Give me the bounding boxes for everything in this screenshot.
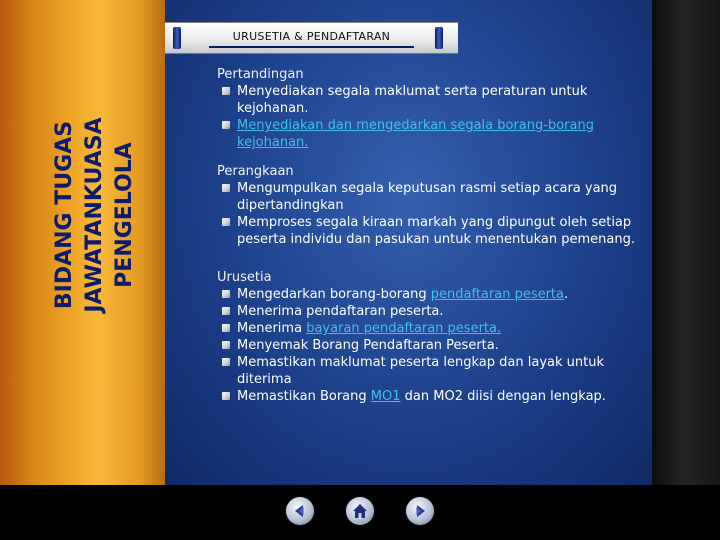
bayaran-pendaftaran-link[interactable]: bayaran pendaftaran peserta. [306,321,502,336]
item-text: Mengumpulkan segala keputusan rasmi setiap acara yang dipertandingkan [237,181,618,213]
bullet-icon [222,392,230,400]
bullet-icon [222,218,230,226]
item-text: Mengedarkan borang-borang [237,287,427,302]
list-item [217,337,657,354]
previous-button[interactable] [286,497,314,525]
next-button[interactable] [406,497,434,525]
bullet-icon [222,87,230,95]
list-item [217,303,657,320]
list-item [217,180,657,214]
bullet-icon [222,307,230,315]
item-text: Menyediakan segala maklumat serta peraturan untuk kejohanan. [237,84,588,116]
header-underline [209,46,414,48]
bullet-icon [222,184,230,192]
vertical-title [50,80,146,350]
header-bar [165,22,458,54]
section-perangkaan [217,163,657,248]
list-item [217,286,657,303]
right-strip [652,0,720,485]
item-text: Memastikan maklumat peserta lengkap dan layak untuk diterima [237,355,604,387]
item-text: Menyemak Borang Pendaftaran Peserta. [237,338,499,353]
list-item [217,388,657,405]
left-panel [0,0,165,485]
list-item [217,320,657,337]
item-text: . [564,287,569,302]
next-arrow-icon [411,502,429,520]
item-text: Menerima pendaftaran peserta. [237,304,444,319]
home-button[interactable] [346,497,374,525]
bullet-icon [222,341,230,349]
home-icon [351,502,369,520]
bullet-icon [222,121,230,129]
item-link[interactable]: Menyediakan dan mengedarkan segala borang-borang kejohanan. [237,118,594,150]
header-title: URUSETIA & PENDAFTARAN [232,30,391,43]
list-item [217,83,657,117]
item-text: dan MO2 diisi dengan lengkap. [404,389,606,404]
list-item [217,354,657,388]
section-pertandingan [217,66,657,151]
previous-arrow-icon [291,502,309,520]
header-right-cap [435,27,443,49]
section-title: Urusetia [217,270,272,285]
section-title: Pertandingan [217,67,304,82]
title-line-1: BIDANG TUGAS [52,120,77,310]
item-text: Memastikan Borang [237,389,367,404]
title-line-3: PENGELOLA [112,142,137,288]
item-text: Memproses segala kiraan markah yang dipungut oleh setiap peserta individu dan pasukan untuk menentukan pemenang. [237,215,635,247]
section-title: Perangkaan [217,164,294,179]
title-line-2: JAWATANKUASA [82,117,107,313]
pendaftaran-peserta-link[interactable]: pendaftaran peserta [430,287,564,302]
section-urusetia [217,269,657,405]
list-item [217,117,657,151]
list-item [217,214,657,248]
bullet-icon [222,290,230,298]
bullet-icon [222,358,230,366]
mo1-link[interactable]: MO1 [370,389,401,404]
bullet-icon [222,324,230,332]
content [217,66,657,405]
item-text: Menerima [237,321,303,336]
